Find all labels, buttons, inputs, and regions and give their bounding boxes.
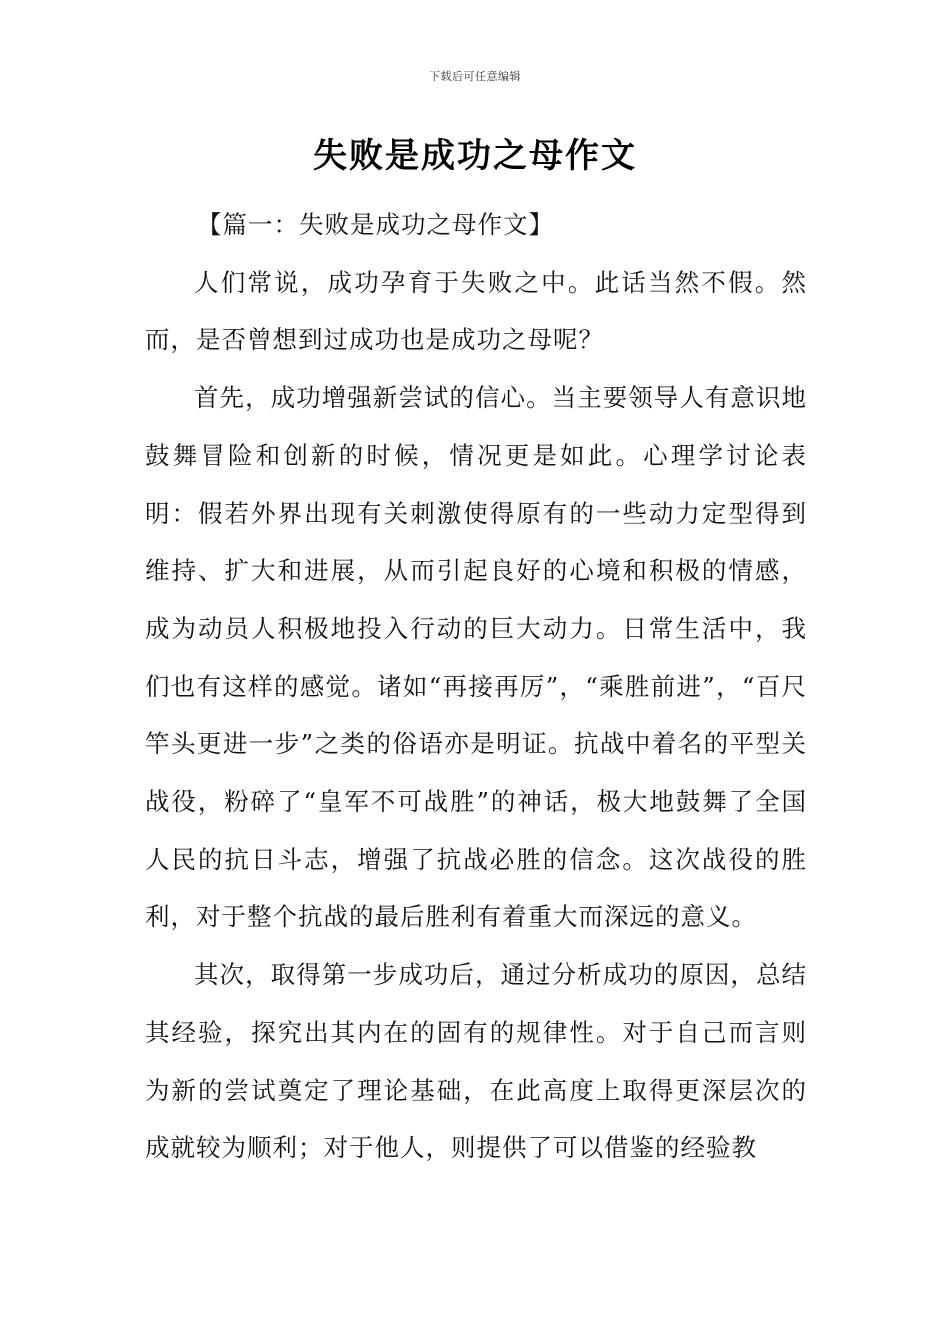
paragraph-1: 人们常说，成功孕育于失败之中。此话当然不假。然而，是否曾想到过成功也是成功之母呢？ [145,267,807,355]
section-heading: 【篇一：失败是成功之母作文】 [197,210,554,239]
page-title: 失败是成功之母作文 [313,136,637,176]
paragraph-2: 首先，成功增强新尝试的信心。当主要领导人有意识地鼓舞冒险和创新的时候，情况更是如此。心理学讨论表明：假若外界出现有关刺激使得原有的一些动力定型得到维持、扩大和进展，从而引起良好的心境和积极的情感，成为动员人积极地投入行动的巨大动力。日常生活中，我们也有这样的感觉。诸如“再接再厉”，“乘胜前进”，“百尺竿头更进一步”之类的俗语亦是明证。抗战中着名的平型关战役，粉碎了“皇军不可战胜”的神话，极大地鼓舞了全国人民的抗日斗志，增强了抗战必胜的信念。这次战役的胜利，对于整个抗战的最后胜利有着重大而深远的意义。 [145,383,807,932]
document-body [145,196,807,1177]
header-note: 下载后可任意编辑 [429,70,521,83]
paragraph-3: 其次，取得第一步成功后，通过分析成功的原因，总结其经验，探究出其内在的固有的规律性。对于自己而言则为新的尝试奠定了理论基础，在此高度上取得更深层次的成就较为顺利；对于他人，则提供了可以借鉴的经验教 [145,960,807,1163]
